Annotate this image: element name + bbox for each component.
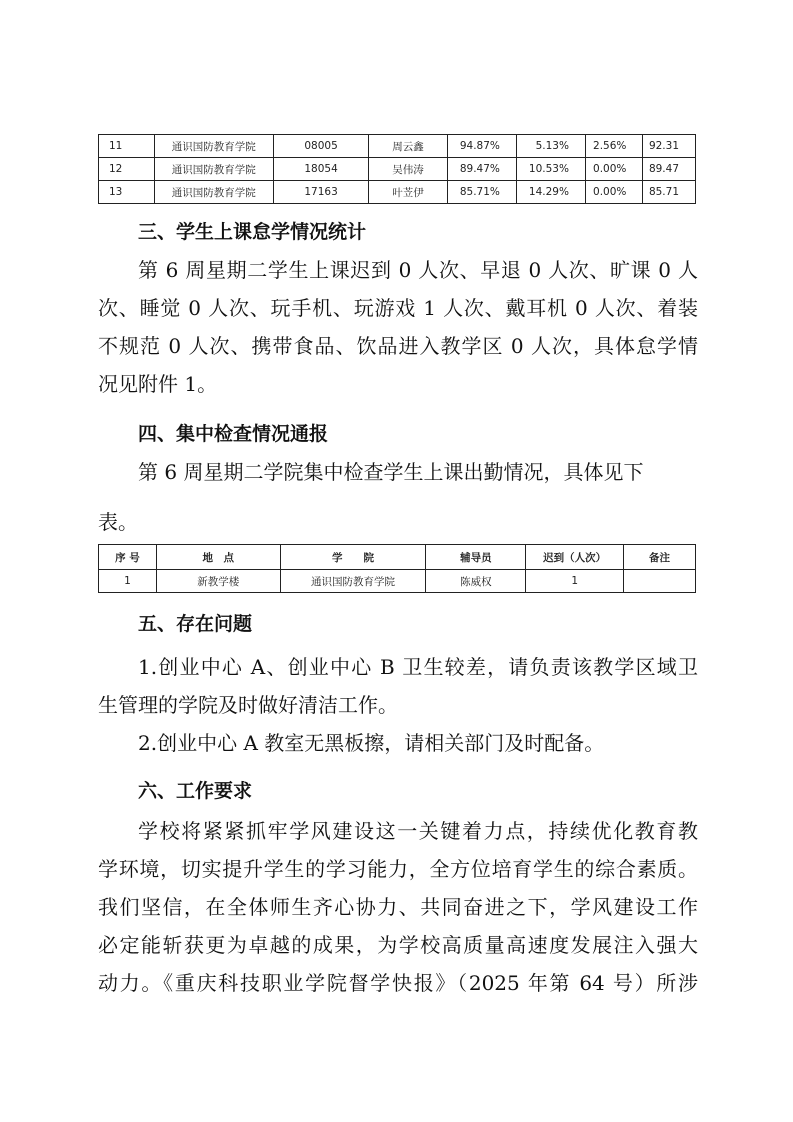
table-cell: 1 [526, 570, 624, 593]
section-4-heading: 四、集中检查情况通报 [138, 423, 329, 445]
column-header: 备注 [624, 545, 696, 570]
table-cell: 0.00% [585, 158, 642, 181]
table-row [99, 158, 696, 181]
paragraph-line: 学校将紧紧抓牢学风建设这一关键着力点，持续优化教育教 [138, 819, 698, 843]
paragraph-line: 必定能斩获更为卓越的成果，为学校高质量高速度发展注入强大 [98, 933, 698, 957]
table-cell: 17163 [273, 181, 368, 204]
table-cell: 周云鑫 [369, 135, 448, 158]
table-cell: 1 [99, 570, 157, 593]
table-cell: 通识国防教育学院 [154, 181, 273, 204]
table-row [99, 181, 696, 204]
section-6-body [98, 812, 698, 1002]
column-header: 地 点 [156, 545, 280, 570]
table-cell: 92.31 [643, 135, 696, 158]
table-cell: 通识国防教育学院 [154, 135, 273, 158]
paragraph-line: 我们坚信，在全体师生齐心协力、共同奋进之下，学风建设工作 [98, 895, 698, 919]
table-cell: 叶苙伊 [369, 181, 448, 204]
table-header-row [99, 545, 696, 570]
table-cell: 89.47 [643, 158, 696, 181]
table-row [99, 135, 696, 158]
table-cell: 10.53% [516, 158, 585, 181]
table-cell: 11 [99, 135, 155, 158]
column-header: 迟到（人次） [526, 545, 624, 570]
paragraph-line: 次、睡觉 0 人次、玩手机、玩游戏 1 人次、戴耳机 0 人次、着装 [98, 296, 698, 320]
section-5-heading: 五、存在问题 [138, 613, 253, 635]
table-cell: 0.00% [585, 181, 642, 204]
paragraph-line: 第 6 周星期二学生上课迟到 0 人次、早退 0 人次、旷课 0 人 [138, 258, 698, 282]
table-cell [624, 570, 696, 593]
column-header: 辅导员 [426, 545, 526, 570]
paragraph-line: 第 6 周星期二学院集中检查学生上课出勤情况，具体见下 [138, 460, 644, 484]
paragraph-line: 动力。《重庆科技职业学院督学快报》（2025 年第 64 号）所涉 [98, 971, 698, 995]
table-cell: 08005 [273, 135, 368, 158]
section-4-body [98, 453, 698, 541]
column-header: 学 院 [280, 545, 426, 570]
section-6-heading: 六、工作要求 [138, 780, 253, 802]
section-3-heading: 三、学生上课怠学情况统计 [138, 221, 367, 243]
paragraph-line: 1.创业中心 A、创业中心 B 卫生较差，请负责该教学区域卫 [138, 655, 698, 679]
table-cell: 2.56% [585, 135, 642, 158]
table-cell: 通识国防教育学院 [280, 570, 426, 593]
table-cell: 94.87% [447, 135, 516, 158]
paragraph-line: 生管理的学院及时做好清洁工作。 [98, 693, 398, 717]
table-cell: 陈威权 [426, 570, 526, 593]
paragraph-line: 学环境，切实提升学生的学习能力，全方位培育学生的综合素质。 [98, 857, 698, 881]
table-cell: 通识国防教育学院 [154, 158, 273, 181]
paragraph-line: 况见附件 1。 [98, 372, 218, 396]
table-cell: 89.47% [447, 158, 516, 181]
table-cell: 18054 [273, 158, 368, 181]
paragraph-line: 2.创业中心 A 教室无黑板擦，请相关部门及时配备。 [138, 731, 605, 755]
table-row [99, 570, 696, 593]
paragraph-line: 不规范 0 人次、携带食品、饮品进入教学区 0 人次，具体怠学情 [98, 334, 698, 358]
table-cell: 85.71 [643, 181, 696, 204]
table-cell: 14.29% [516, 181, 585, 204]
table-cell: 新教学楼 [156, 570, 280, 593]
inspection-table [98, 544, 696, 593]
paragraph-line: 表。 [98, 510, 138, 534]
table-cell: 吴伟涛 [369, 158, 448, 181]
evaluation-table [98, 134, 696, 204]
section-3-body [98, 251, 698, 403]
table-cell: 5.13% [516, 135, 585, 158]
table-cell: 13 [99, 181, 155, 204]
column-header: 序 号 [99, 545, 157, 570]
table-cell: 85.71% [447, 181, 516, 204]
table-cell: 12 [99, 158, 155, 181]
section-5-body [98, 648, 698, 762]
